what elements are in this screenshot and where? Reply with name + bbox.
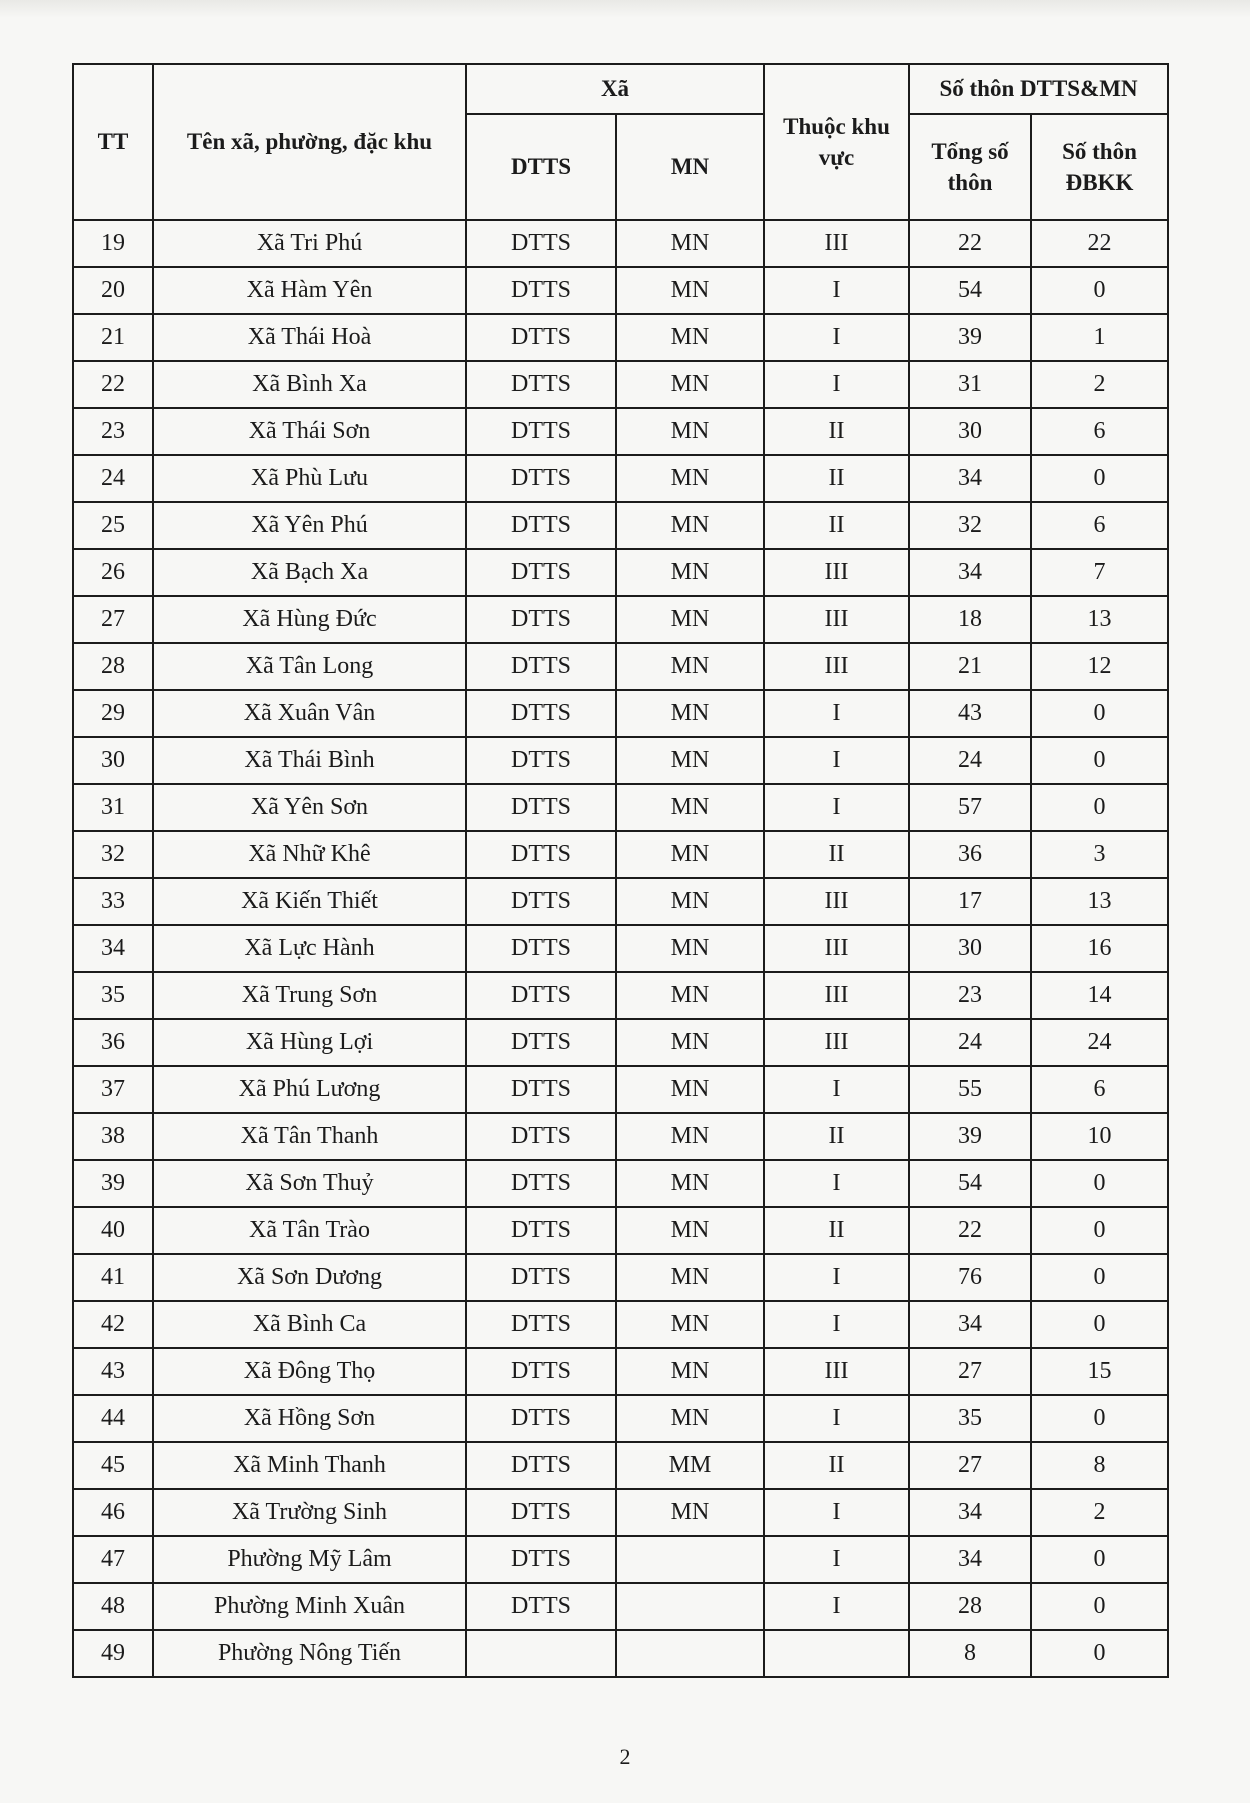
row-dtts: DTTS	[466, 878, 616, 925]
table-header	[73, 64, 1168, 220]
row-name: Xã Sơn Dương	[153, 1254, 466, 1301]
row-name: Xã Tân Long	[153, 643, 466, 690]
table-row	[73, 972, 1168, 1019]
row-so-thon-dbkk: 0	[1031, 1160, 1168, 1207]
row-tt: 22	[73, 361, 153, 408]
row-name: Phường Minh Xuân	[153, 1583, 466, 1630]
row-khu-vuc: II	[764, 408, 909, 455]
row-dtts: DTTS	[466, 1583, 616, 1630]
row-tt: 38	[73, 1113, 153, 1160]
row-name: Xã Hàm Yên	[153, 267, 466, 314]
row-tong-so-thon: 76	[909, 1254, 1031, 1301]
row-tong-so-thon: 30	[909, 408, 1031, 455]
row-dtts: DTTS	[466, 1066, 616, 1113]
page-top-shadow	[0, 0, 1250, 18]
row-dtts: DTTS	[466, 549, 616, 596]
table-row	[73, 220, 1168, 267]
table-row	[73, 925, 1168, 972]
table-row	[73, 1536, 1168, 1583]
row-name: Xã Hùng Lợi	[153, 1019, 466, 1066]
row-dtts: DTTS	[466, 737, 616, 784]
row-name: Xã Thái Hoà	[153, 314, 466, 361]
row-mn: MN	[616, 361, 764, 408]
row-mn: MN	[616, 831, 764, 878]
row-tt: 23	[73, 408, 153, 455]
row-dtts: DTTS	[466, 831, 616, 878]
row-tt: 25	[73, 502, 153, 549]
page-number: 2	[619, 1744, 631, 1769]
row-so-thon-dbkk: 13	[1031, 596, 1168, 643]
row-so-thon-dbkk: 7	[1031, 549, 1168, 596]
row-so-thon-dbkk: 6	[1031, 502, 1168, 549]
row-tong-so-thon: 22	[909, 220, 1031, 267]
row-tt: 36	[73, 1019, 153, 1066]
row-so-thon-dbkk: 1	[1031, 314, 1168, 361]
table-row	[73, 1442, 1168, 1489]
row-mn: MN	[616, 455, 764, 502]
row-name: Xã Bạch Xa	[153, 549, 466, 596]
row-dtts: DTTS	[466, 267, 616, 314]
row-name: Xã Đông Thọ	[153, 1348, 466, 1395]
row-so-thon-dbkk: 6	[1031, 408, 1168, 455]
row-name: Xã Thái Sơn	[153, 408, 466, 455]
header-so-thon-group: Số thôn DTTS&MN	[909, 64, 1168, 114]
row-tt: 42	[73, 1301, 153, 1348]
row-dtts: DTTS	[466, 1348, 616, 1395]
row-tong-so-thon: 27	[909, 1348, 1031, 1395]
row-khu-vuc: III	[764, 1348, 909, 1395]
row-name: Xã Lực Hành	[153, 925, 466, 972]
row-dtts: DTTS	[466, 455, 616, 502]
row-tt: 45	[73, 1442, 153, 1489]
row-dtts: DTTS	[466, 596, 616, 643]
row-name: Xã Phú Lương	[153, 1066, 466, 1113]
row-khu-vuc: I	[764, 1536, 909, 1583]
row-tong-so-thon: 21	[909, 643, 1031, 690]
row-tt: 32	[73, 831, 153, 878]
row-khu-vuc: I	[764, 690, 909, 737]
table-row	[73, 596, 1168, 643]
row-name: Xã Hồng Sơn	[153, 1395, 466, 1442]
row-tt: 27	[73, 596, 153, 643]
row-dtts: DTTS	[466, 361, 616, 408]
row-name: Xã Hùng Đức	[153, 596, 466, 643]
commune-table	[72, 63, 1169, 1678]
row-tt: 41	[73, 1254, 153, 1301]
row-so-thon-dbkk: 0	[1031, 1536, 1168, 1583]
row-so-thon-dbkk: 24	[1031, 1019, 1168, 1066]
row-tt: 39	[73, 1160, 153, 1207]
row-so-thon-dbkk: 3	[1031, 831, 1168, 878]
table-body	[73, 220, 1168, 1677]
table-row	[73, 1348, 1168, 1395]
row-tt: 49	[73, 1630, 153, 1677]
row-mn: MN	[616, 1348, 764, 1395]
row-khu-vuc: III	[764, 549, 909, 596]
row-name: Xã Bình Xa	[153, 361, 466, 408]
row-tong-so-thon: 24	[909, 737, 1031, 784]
table-row	[73, 408, 1168, 455]
row-tt: 34	[73, 925, 153, 972]
row-name: Xã Kiến Thiết	[153, 878, 466, 925]
row-khu-vuc: II	[764, 1113, 909, 1160]
table-row	[73, 455, 1168, 502]
row-tt: 30	[73, 737, 153, 784]
row-tong-so-thon: 34	[909, 549, 1031, 596]
row-khu-vuc: III	[764, 596, 909, 643]
row-so-thon-dbkk: 0	[1031, 267, 1168, 314]
row-mn: MN	[616, 737, 764, 784]
row-khu-vuc: I	[764, 267, 909, 314]
row-khu-vuc: I	[764, 1583, 909, 1630]
row-dtts: DTTS	[466, 784, 616, 831]
row-mn: MN	[616, 220, 764, 267]
row-tt: 28	[73, 643, 153, 690]
row-dtts: DTTS	[466, 1395, 616, 1442]
row-tong-so-thon: 22	[909, 1207, 1031, 1254]
header-xa: Xã	[466, 64, 764, 114]
row-so-thon-dbkk: 15	[1031, 1348, 1168, 1395]
row-khu-vuc: I	[764, 1254, 909, 1301]
header-row-1	[73, 64, 1168, 114]
row-tong-so-thon: 36	[909, 831, 1031, 878]
row-mn: MN	[616, 690, 764, 737]
table-row	[73, 1207, 1168, 1254]
row-name: Xã Xuân Vân	[153, 690, 466, 737]
row-tt: 48	[73, 1583, 153, 1630]
table-row	[73, 1254, 1168, 1301]
row-so-thon-dbkk: 0	[1031, 1254, 1168, 1301]
row-mn: MN	[616, 549, 764, 596]
header-name: Tên xã, phường, đặc khu	[153, 64, 466, 220]
row-mn: MN	[616, 1160, 764, 1207]
row-tong-so-thon: 34	[909, 1489, 1031, 1536]
row-tong-so-thon: 18	[909, 596, 1031, 643]
row-mn: MM	[616, 1442, 764, 1489]
table-row	[73, 643, 1168, 690]
row-mn: MN	[616, 784, 764, 831]
header-dtts: DTTS	[466, 114, 616, 220]
row-khu-vuc: II	[764, 455, 909, 502]
table-row	[73, 1630, 1168, 1677]
row-tong-so-thon: 32	[909, 502, 1031, 549]
row-tong-so-thon: 31	[909, 361, 1031, 408]
row-tt: 44	[73, 1395, 153, 1442]
table-row	[73, 690, 1168, 737]
row-name: Xã Tân Trào	[153, 1207, 466, 1254]
row-dtts: DTTS	[466, 1301, 616, 1348]
row-tong-so-thon: 17	[909, 878, 1031, 925]
row-name: Xã Thái Bình	[153, 737, 466, 784]
row-name: Xã Nhữ Khê	[153, 831, 466, 878]
row-so-thon-dbkk: 0	[1031, 1630, 1168, 1677]
row-name: Xã Tân Thanh	[153, 1113, 466, 1160]
row-tong-so-thon: 57	[909, 784, 1031, 831]
row-dtts: DTTS	[466, 502, 616, 549]
row-khu-vuc: I	[764, 1160, 909, 1207]
row-mn: MN	[616, 408, 764, 455]
row-tt: 33	[73, 878, 153, 925]
row-so-thon-dbkk: 12	[1031, 643, 1168, 690]
row-tt: 26	[73, 549, 153, 596]
row-so-thon-dbkk: 0	[1031, 1395, 1168, 1442]
row-dtts	[466, 1630, 616, 1677]
row-mn: MN	[616, 1207, 764, 1254]
row-mn: MN	[616, 925, 764, 972]
row-khu-vuc: I	[764, 737, 909, 784]
row-tt: 29	[73, 690, 153, 737]
row-mn	[616, 1630, 764, 1677]
row-tt: 40	[73, 1207, 153, 1254]
row-mn: MN	[616, 1301, 764, 1348]
header-tong-so-thon: Tổng số thôn	[909, 114, 1031, 220]
row-dtts: DTTS	[466, 1442, 616, 1489]
row-khu-vuc: III	[764, 1019, 909, 1066]
row-so-thon-dbkk: 0	[1031, 455, 1168, 502]
row-khu-vuc: II	[764, 1442, 909, 1489]
table-row	[73, 1395, 1168, 1442]
row-name: Xã Yên Sơn	[153, 784, 466, 831]
row-khu-vuc: I	[764, 314, 909, 361]
row-tong-so-thon: 27	[909, 1442, 1031, 1489]
row-so-thon-dbkk: 22	[1031, 220, 1168, 267]
table-row	[73, 314, 1168, 361]
row-so-thon-dbkk: 8	[1031, 1442, 1168, 1489]
row-tong-so-thon: 54	[909, 1160, 1031, 1207]
row-mn: MN	[616, 314, 764, 361]
row-mn: MN	[616, 1395, 764, 1442]
row-tt: 24	[73, 455, 153, 502]
table-row	[73, 549, 1168, 596]
row-khu-vuc: I	[764, 1489, 909, 1536]
row-tong-so-thon: 34	[909, 1301, 1031, 1348]
row-so-thon-dbkk: 0	[1031, 1583, 1168, 1630]
table-row	[73, 361, 1168, 408]
row-so-thon-dbkk: 2	[1031, 1489, 1168, 1536]
row-name: Phường Mỹ Lâm	[153, 1536, 466, 1583]
row-so-thon-dbkk: 6	[1031, 1066, 1168, 1113]
row-mn: MN	[616, 878, 764, 925]
row-dtts: DTTS	[466, 1254, 616, 1301]
row-tong-so-thon: 35	[909, 1395, 1031, 1442]
row-tt: 35	[73, 972, 153, 1019]
row-tt: 43	[73, 1348, 153, 1395]
row-mn: MN	[616, 502, 764, 549]
row-khu-vuc: I	[764, 361, 909, 408]
row-dtts: DTTS	[466, 1207, 616, 1254]
row-dtts: DTTS	[466, 1489, 616, 1536]
row-so-thon-dbkk: 0	[1031, 1301, 1168, 1348]
row-name: Xã Bình Ca	[153, 1301, 466, 1348]
header-tt: TT	[73, 64, 153, 220]
row-dtts: DTTS	[466, 314, 616, 361]
row-dtts: DTTS	[466, 220, 616, 267]
row-name: Xã Minh Thanh	[153, 1442, 466, 1489]
row-tong-so-thon: 39	[909, 1113, 1031, 1160]
row-so-thon-dbkk: 2	[1031, 361, 1168, 408]
row-khu-vuc: II	[764, 1207, 909, 1254]
row-tong-so-thon: 34	[909, 1536, 1031, 1583]
row-khu-vuc: III	[764, 972, 909, 1019]
row-dtts: DTTS	[466, 408, 616, 455]
row-tt: 37	[73, 1066, 153, 1113]
row-dtts: DTTS	[466, 643, 616, 690]
row-tt: 19	[73, 220, 153, 267]
table-row	[73, 1583, 1168, 1630]
row-khu-vuc: I	[764, 1066, 909, 1113]
row-so-thon-dbkk: 10	[1031, 1113, 1168, 1160]
row-so-thon-dbkk: 0	[1031, 784, 1168, 831]
row-khu-vuc: I	[764, 784, 909, 831]
row-dtts: DTTS	[466, 1160, 616, 1207]
row-so-thon-dbkk: 13	[1031, 878, 1168, 925]
table-row	[73, 1301, 1168, 1348]
row-name: Xã Trường Sinh	[153, 1489, 466, 1536]
row-khu-vuc: II	[764, 831, 909, 878]
table-row	[73, 831, 1168, 878]
table-row	[73, 502, 1168, 549]
row-so-thon-dbkk: 0	[1031, 690, 1168, 737]
row-name: Phường Nông Tiến	[153, 1630, 466, 1677]
row-so-thon-dbkk: 0	[1031, 737, 1168, 784]
row-dtts: DTTS	[466, 1536, 616, 1583]
row-name: Xã Phù Lưu	[153, 455, 466, 502]
row-tong-so-thon: 23	[909, 972, 1031, 1019]
row-tong-so-thon: 55	[909, 1066, 1031, 1113]
row-tong-so-thon: 54	[909, 267, 1031, 314]
row-khu-vuc	[764, 1630, 909, 1677]
row-khu-vuc: III	[764, 878, 909, 925]
row-name: Xã Sơn Thuỷ	[153, 1160, 466, 1207]
row-so-thon-dbkk: 14	[1031, 972, 1168, 1019]
row-tong-so-thon: 8	[909, 1630, 1031, 1677]
row-dtts: DTTS	[466, 1019, 616, 1066]
row-mn: MN	[616, 267, 764, 314]
row-tt: 47	[73, 1536, 153, 1583]
row-dtts: DTTS	[466, 925, 616, 972]
row-tt: 20	[73, 267, 153, 314]
row-dtts: DTTS	[466, 690, 616, 737]
row-mn: MN	[616, 1019, 764, 1066]
row-so-thon-dbkk: 16	[1031, 925, 1168, 972]
row-khu-vuc: III	[764, 220, 909, 267]
row-khu-vuc: III	[764, 925, 909, 972]
row-tong-so-thon: 43	[909, 690, 1031, 737]
row-mn: MN	[616, 1113, 764, 1160]
row-tong-so-thon: 24	[909, 1019, 1031, 1066]
row-khu-vuc: II	[764, 502, 909, 549]
row-tt: 31	[73, 784, 153, 831]
row-tong-so-thon: 30	[909, 925, 1031, 972]
row-tong-so-thon: 34	[909, 455, 1031, 502]
row-dtts: DTTS	[466, 972, 616, 1019]
table-row	[73, 737, 1168, 784]
row-khu-vuc: I	[764, 1395, 909, 1442]
row-mn: MN	[616, 1254, 764, 1301]
row-mn	[616, 1583, 764, 1630]
row-mn: MN	[616, 596, 764, 643]
row-so-thon-dbkk: 0	[1031, 1207, 1168, 1254]
row-khu-vuc: III	[764, 643, 909, 690]
row-name: Xã Trung Sơn	[153, 972, 466, 1019]
table-row	[73, 267, 1168, 314]
header-so-thon-dbkk: Số thôn ĐBKK	[1031, 114, 1168, 220]
row-mn	[616, 1536, 764, 1583]
row-tong-so-thon: 39	[909, 314, 1031, 361]
table-row	[73, 784, 1168, 831]
header-khu-vuc: Thuộc khu vực	[764, 64, 909, 220]
table-row	[73, 1160, 1168, 1207]
table-row	[73, 1019, 1168, 1066]
row-name: Xã Yên Phú	[153, 502, 466, 549]
row-tong-so-thon: 28	[909, 1583, 1031, 1630]
table-row	[73, 878, 1168, 925]
row-dtts: DTTS	[466, 1113, 616, 1160]
row-khu-vuc: I	[764, 1301, 909, 1348]
table-row	[73, 1489, 1168, 1536]
table-row	[73, 1066, 1168, 1113]
row-mn: MN	[616, 1489, 764, 1536]
row-mn: MN	[616, 972, 764, 1019]
row-tt: 21	[73, 314, 153, 361]
table-row	[73, 1113, 1168, 1160]
row-mn: MN	[616, 643, 764, 690]
row-tt: 46	[73, 1489, 153, 1536]
row-name: Xã Tri Phú	[153, 220, 466, 267]
row-mn: MN	[616, 1066, 764, 1113]
header-mn: MN	[616, 114, 764, 220]
